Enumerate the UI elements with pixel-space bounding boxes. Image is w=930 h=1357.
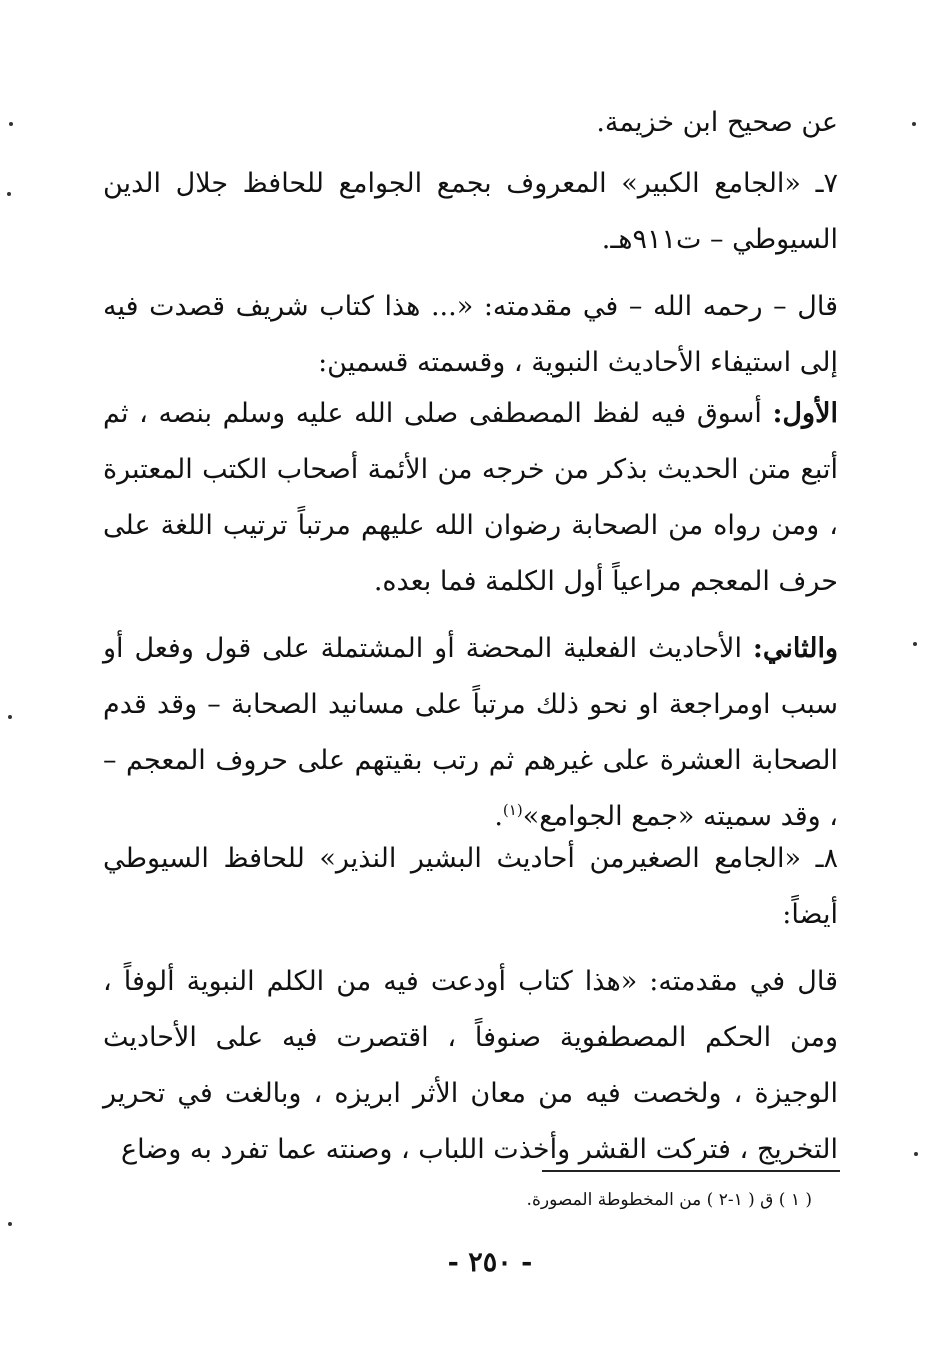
second-part-text: الأحاديث الفعلية المحضة أو المشتملة على قول وفعل أو سبب اومراجعة او نحو ذلك مرتباً على مسانيد الصحابة – وقد قدم الصحابة العشرة على غيرهم ثم رتب بقيتهم على حروف المعجم – ، وقد سميته «جمع الجوامع»	[103, 633, 838, 832]
second-part-label: والثاني:	[752, 633, 838, 664]
paragraph-intro	[103, 95, 838, 151]
scan-speck	[8, 715, 12, 719]
first-part-text: أسوق فيه لفظ المصطفى صلى الله عليه وسلم بنصه ، ثم أتبع متن الحديث بذكر من خرجه من الأئمة أصحاب الكتب المعتبرة ، ومن رواه من الصحابة رضوان الله عليهم مرتباً ترتيب اللغة على حرف المعجم مراعياً أول الكلمة فما بعده.	[103, 398, 838, 597]
paragraph-second-part	[103, 621, 838, 845]
paragraph-item-8	[103, 831, 838, 943]
footnote-reference: (١)	[502, 801, 523, 819]
paragraph-second-part-body	[103, 621, 838, 845]
scan-speck	[8, 1222, 12, 1226]
footnote: ( ١ ) ق ( ١-٢ ) من المخطوطة المصورة.	[526, 1190, 812, 1210]
paragraph-first-part-body	[103, 386, 838, 610]
paragraph-quote-intro-1-text: قال – رحمه الله – في مقدمته: «... هذا كتاب شريف قصدت فيه إلى استيفاء الأحاديث النبوية ، وقسمته قسمين:	[103, 291, 838, 378]
paragraph-first-part	[103, 386, 838, 610]
paragraph-item-7-text: ٧ـ «الجامع الكبير» المعروف بجمع الجوامع للحافظ جلال الدين السيوطي – ت٩١١هـ.	[103, 168, 838, 255]
second-part-end: .	[494, 801, 503, 832]
page-number: - ٢٥٠ -	[447, 1247, 533, 1278]
footnote-separator	[542, 1170, 840, 1172]
paragraph-quote-intro-1	[103, 279, 838, 391]
paragraph-quote-intro-2-text: قال في مقدمته: «هذا كتاب أودعت فيه من الكلم النبوية ألوفاً ، ومن الحكم المصطفوية صنوفاً ، اقتصرت فيه على الأحاديث الوجيزة ، ولخصت فيه من معان الأثر ابريزه ، وبالغت في تحرير التخريج ، فتركت القشر وأخذت اللباب ، وصنته عما تفرد به وضاع	[103, 966, 838, 1165]
scan-speck	[912, 122, 916, 126]
paragraph-item-8-text: ٨ـ «الجامع الصغيرمن أحاديث البشير النذير» للحافظ السيوطي أيضاً:	[103, 843, 838, 930]
scan-speck	[7, 192, 11, 196]
scan-speck	[9, 122, 13, 126]
first-part-label: الأول:	[772, 398, 838, 429]
paragraph-intro-text: عن صحيح ابن خزيمة.	[596, 107, 838, 138]
paragraph-item-7	[103, 156, 838, 268]
scan-speck	[914, 1152, 918, 1156]
scan-speck	[913, 642, 917, 646]
paragraph-quote-intro-2	[103, 954, 838, 1178]
